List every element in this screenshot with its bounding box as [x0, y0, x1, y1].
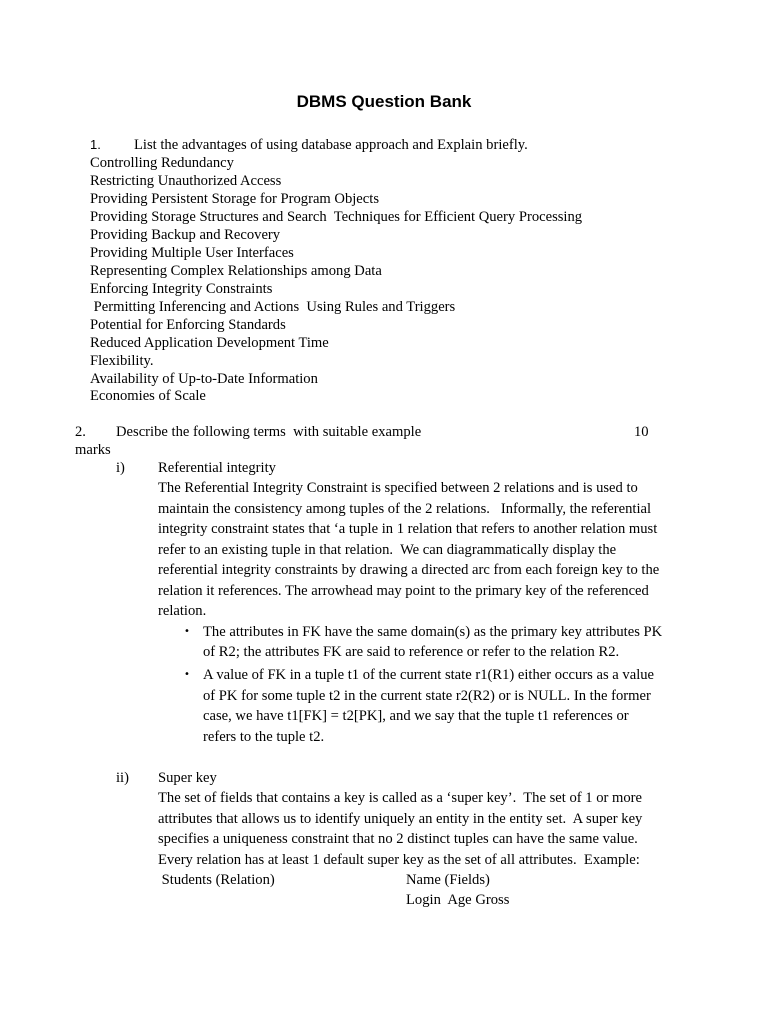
- advantage-item: Providing Multiple User Interfaces: [90, 245, 294, 261]
- advantage-item: Providing Storage Structures and Search Techniques for Efficient Query Processing: [90, 209, 583, 225]
- sub-question-heading: Referential integrity: [158, 460, 276, 476]
- question-1-prompt: List the advantages of using database approach and Explain briefly.: [134, 137, 528, 153]
- advantage-item: Permitting Inferencing and Actions Using Rules and Triggers: [90, 299, 456, 315]
- bullet-line: The attributes in FK have the same domain(s) as the primary key attributes PK: [203, 624, 663, 640]
- bullet-icon: •: [184, 626, 190, 637]
- bullet-icon: •: [184, 669, 190, 680]
- paragraph-line: The Referential Integrity Constraint is specified between 2 relations and is used to: [158, 480, 638, 496]
- sub-question-number: i): [116, 460, 125, 476]
- advantage-item: Representing Complex Relationships among Data: [90, 263, 382, 279]
- example-fields-label: Name (Fields): [406, 872, 490, 888]
- advantage-item: Restricting Unauthorized Access: [90, 173, 282, 189]
- advantage-item: Potential for Enforcing Standards: [90, 317, 286, 333]
- advantage-item: Controlling Redundancy: [90, 155, 234, 171]
- paragraph-line: attributes that allows us to identify uniquely an entity in the entity set. A super key: [158, 811, 643, 827]
- sub-question-heading: Super key: [158, 770, 217, 786]
- question-2-marks-word: marks: [75, 442, 111, 458]
- paragraph-line: The set of fields that contains a key is called as a ‘super key’. The set of 1 or more: [158, 790, 643, 806]
- paragraph-line: Every relation has at least 1 default super key as the set of all attributes. Example:: [158, 852, 640, 868]
- paragraph-line: specifies a uniqueness constraint that no 2 distinct tuples can have the same value.: [158, 831, 638, 847]
- bullet-line: of R2; the attributes FK are said to reference or refer to the relation R2.: [203, 644, 620, 660]
- example-fields: Login Age Gross: [406, 892, 510, 908]
- paragraph-line: relation.: [158, 603, 207, 619]
- question-2-marks-value: 10: [634, 424, 649, 440]
- advantage-item: Availability of Up-to-Date Information: [90, 371, 318, 387]
- sub-question-number: ii): [116, 770, 129, 786]
- paragraph-line: refer to an existing tuple in that relation. We can diagrammatically display the: [158, 542, 617, 558]
- question-1-number: 1.: [90, 137, 101, 152]
- advantage-item: Reduced Application Development Time: [90, 335, 329, 351]
- paragraph-line: maintain the consistency among tuples of the 2 relations. Informally, the referential: [158, 501, 652, 517]
- page-title: DBMS Question Bank: [296, 92, 472, 111]
- paragraph-line: referential integrity constraints by drawing a directed arc from each foreign key to the: [158, 562, 660, 578]
- advantage-item: Providing Persistent Storage for Program Objects: [90, 191, 379, 207]
- advantage-item: Providing Backup and Recovery: [90, 227, 281, 243]
- bullet-line: case, we have t1[FK] = t2[PK], and we say that the tuple t1 references or: [203, 708, 629, 724]
- bullet-line: refers to the tuple t2.: [203, 729, 325, 745]
- paragraph-line: relation it references. The arrowhead may point to the primary key of the referenced: [158, 583, 649, 599]
- example-relation: Students (Relation): [158, 872, 275, 888]
- bullet-line: of PK for some tuple t2 in the current state r2(R2) or is NULL. In the former: [203, 688, 651, 704]
- bullet-line: A value of FK in a tuple t1 of the current state r1(R1) either occurs as a value: [203, 667, 655, 683]
- advantage-item: Enforcing Integrity Constraints: [90, 281, 273, 297]
- question-2-number: 2.: [75, 424, 86, 440]
- advantage-item: Flexibility.: [90, 353, 154, 369]
- advantage-item: Economies of Scale: [90, 388, 206, 404]
- paragraph-line: integrity constraint states that ‘a tuple in 1 relation that refers to another relation must: [158, 521, 658, 537]
- question-2-prompt: Describe the following terms with suitable example: [116, 424, 422, 440]
